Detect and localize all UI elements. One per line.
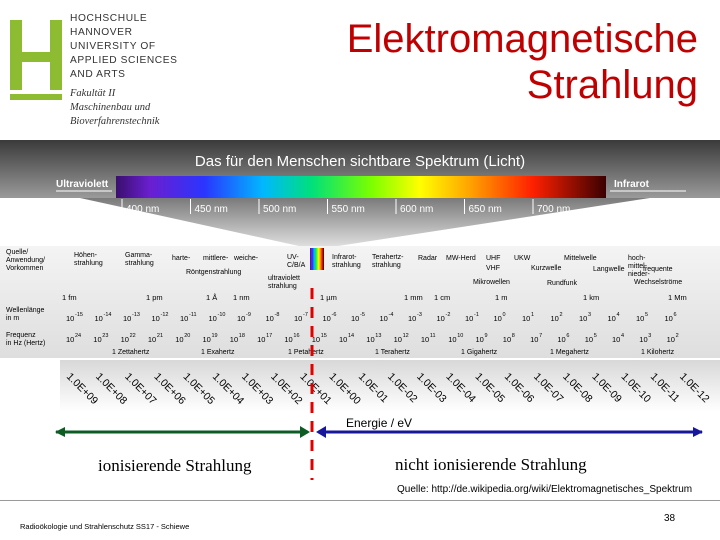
wavelength-exponent: -9 xyxy=(246,312,251,318)
wavelength-exponent: 2 xyxy=(559,312,563,318)
frequency-exponent: 13 xyxy=(375,333,382,339)
length-unit: 1 pm xyxy=(146,293,163,302)
wavelength-power-base: 10 xyxy=(322,314,331,323)
length-unit: 1 m xyxy=(495,293,508,302)
wavelength-power-base: 10 xyxy=(607,314,616,323)
wavelength-power-base: 10 xyxy=(94,314,103,323)
frequency-unit: 1 Kilohertz xyxy=(641,349,675,356)
frequency-power-base: 10 xyxy=(475,335,484,344)
source-label: UV- xyxy=(287,254,299,261)
source-label: mittel- xyxy=(628,263,648,270)
ionizing-label: ionisierende Strahlung xyxy=(98,456,252,475)
length-unit: 1 cm xyxy=(434,293,451,302)
wavelength-exponent: -8 xyxy=(274,312,280,318)
energy-tick-label: 1.0E+02 xyxy=(268,370,305,407)
wavelength-exponent: -5 xyxy=(360,312,365,318)
frequency-exponent: 7 xyxy=(539,333,543,339)
frequency-power-base: 10 xyxy=(120,335,129,344)
wavelength-exponent: -1 xyxy=(474,312,479,318)
frequency-power-base: 10 xyxy=(257,335,266,344)
wavelength-power-base: 10 xyxy=(465,314,474,323)
university-line: APPLIED SCIENCES xyxy=(70,55,178,66)
energy-tick-label: 1.0E-06 xyxy=(501,370,537,406)
source-label: nieder- xyxy=(628,271,650,278)
wavelength-power-base: 10 xyxy=(123,314,132,323)
energy-tick-label: 1.0E+09 xyxy=(63,370,101,407)
wavelength-exponent: -6 xyxy=(331,312,337,318)
wavelength-power-base: 10 xyxy=(180,314,189,323)
row-label-frequency: in Hz (Hertz) xyxy=(6,340,46,347)
wavelength-exponent: -2 xyxy=(445,312,451,318)
wavelength-label: 700 nm xyxy=(537,204,571,215)
wavelength-power-base: 10 xyxy=(265,314,274,323)
energy-tick-label: 1.0E-07 xyxy=(531,370,566,406)
title-line: Elektromagnetische xyxy=(346,17,698,61)
wavelength-label: 400 nm xyxy=(126,204,160,215)
energy-tick-label: 1.0E+00 xyxy=(326,370,364,407)
frequency-exponent: 14 xyxy=(348,333,355,339)
frequency-power-base: 10 xyxy=(502,335,512,344)
faculty-line: Bioverfahrenstechnik xyxy=(70,116,160,127)
frequency-exponent: 5 xyxy=(593,333,597,339)
source-label: Höhen- xyxy=(74,252,97,259)
faculty-line: Maschinenbau und xyxy=(70,102,151,113)
visible-spectrum-title: Das für den Menschen sichtbare Spektrum (Licht) xyxy=(194,153,526,170)
visible-spectrum-bar xyxy=(116,176,606,198)
source-label: UKW xyxy=(514,255,531,262)
energy-tick-label: 1.0E+06 xyxy=(151,370,188,407)
wavelength-power-base: 10 xyxy=(237,314,246,323)
frequency-exponent: 19 xyxy=(211,333,218,339)
energy-tick-label: 1.0E-11 xyxy=(647,370,682,405)
frequency-power-base: 10 xyxy=(420,335,430,344)
source-label: strahlung xyxy=(125,260,154,267)
energy-tick-label: 1.0E-02 xyxy=(385,370,420,406)
frequency-unit: 1 Megahertz xyxy=(550,349,589,356)
wavelength-power-base: 10 xyxy=(351,314,360,323)
frequency-power-base: 10 xyxy=(202,335,211,344)
length-unit: 1 mm xyxy=(404,293,423,302)
row-label-source: Vorkommen xyxy=(6,265,44,272)
frequency-exponent: 11 xyxy=(429,333,436,339)
source-label: Rundfunk xyxy=(547,280,577,287)
length-unit: 1 Å xyxy=(206,293,218,302)
source-label: strahlung xyxy=(372,262,401,269)
frequency-exponent: 22 xyxy=(129,333,136,339)
row-label-wavelength: in m xyxy=(6,315,20,322)
source-citation: Quelle: http://de.wikipedia.org/wiki/Elektromagnetisches_Spektrum xyxy=(397,484,693,495)
wavelength-exponent: -7 xyxy=(303,312,308,318)
wavelength-power-base: 10 xyxy=(436,314,445,323)
source-label: Langwelle xyxy=(593,266,625,273)
wavelength-power-base: 10 xyxy=(379,314,388,323)
footer-rule xyxy=(0,500,720,501)
energy-tick-label: 1.0E+08 xyxy=(93,370,130,407)
wavelength-exponent: 4 xyxy=(616,312,620,318)
length-unit: 1 Mm xyxy=(668,293,687,302)
frequency-exponent: 20 xyxy=(184,333,191,339)
wavelength-power-base: 10 xyxy=(151,314,160,323)
source-label: strahlung xyxy=(268,283,297,290)
frequency-power-base: 10 xyxy=(229,335,239,344)
wavelength-power-base: 10 xyxy=(493,314,502,323)
frequency-unit: 1 Zettahertz xyxy=(112,349,150,356)
frequency-power-base: 10 xyxy=(639,335,648,344)
frequency-exponent: 18 xyxy=(238,333,245,339)
row-label-frequency: Frequenz xyxy=(6,332,36,339)
wavelength-label: 450 nm xyxy=(194,204,228,215)
frequency-exponent: 9 xyxy=(484,333,488,339)
wavelength-power-base: 10 xyxy=(522,314,531,323)
wavelength-power-base: 10 xyxy=(636,314,645,323)
frequency-unit: 1 Petahertz xyxy=(288,349,324,356)
infrared-label: Infrarot xyxy=(614,179,649,190)
frequency-power-base: 10 xyxy=(175,335,184,344)
length-unit: 1 µm xyxy=(320,293,337,302)
university-line: HANNOVER xyxy=(70,27,133,38)
footer-course: Radioökologie und Strahlenschutz SS17 - Schiewe xyxy=(20,522,190,531)
source-label: Wechselströme xyxy=(634,279,683,286)
wavelength-exponent: 5 xyxy=(645,312,649,318)
wavelength-power-base: 10 xyxy=(66,314,75,323)
frequency-power-base: 10 xyxy=(366,335,375,344)
source-label: Infrarot- xyxy=(332,254,357,261)
wavelength-power-base: 10 xyxy=(550,314,559,323)
frequency-power-base: 10 xyxy=(339,335,348,344)
energy-axis-label: Energie / eV xyxy=(346,416,413,430)
faculty-line: Fakultät II xyxy=(70,88,116,99)
frequency-power-base: 10 xyxy=(612,335,621,344)
frequency-exponent: 21 xyxy=(156,333,164,339)
wavelength-exponent: -11 xyxy=(189,312,197,318)
wavelength-power-base: 10 xyxy=(664,314,673,323)
frequency-exponent: 23 xyxy=(102,333,109,339)
energy-tick-label: 1.0E+01 xyxy=(297,370,334,407)
wavelength-exponent: -3 xyxy=(417,312,422,318)
source-label: frequente xyxy=(643,266,673,273)
energy-tick-label: 1.0E-04 xyxy=(443,370,478,406)
frequency-exponent: 2 xyxy=(675,333,679,339)
university-line: AND ARTS xyxy=(70,69,126,80)
frequency-power-base: 10 xyxy=(284,335,293,344)
length-unit: 1 nm xyxy=(233,293,250,302)
source-label: hoch- xyxy=(628,255,646,262)
energy-tick-label: 1.0E+07 xyxy=(122,370,159,407)
frequency-exponent: 17 xyxy=(266,333,273,339)
frequency-exponent: 3 xyxy=(648,333,652,339)
energy-tick-label: 1.0E-10 xyxy=(618,370,654,406)
energy-tick-label: 1.0E-01 xyxy=(355,370,391,406)
wavelength-label: 600 nm xyxy=(400,204,434,215)
frequency-power-base: 10 xyxy=(584,335,594,344)
wavelength-exponent: -12 xyxy=(160,312,169,318)
energy-tick-label: 1.0E+03 xyxy=(239,370,276,407)
source-label: mittlere- xyxy=(203,255,229,262)
page-number: 38 xyxy=(664,513,676,524)
energy-tick-label: 1.0E-09 xyxy=(589,370,624,406)
frequency-exponent: 15 xyxy=(320,333,327,339)
source-label: Radar xyxy=(418,255,438,262)
frequency-power-base: 10 xyxy=(666,335,675,344)
frequency-exponent: 8 xyxy=(511,333,515,339)
wavelength-exponent: 1 xyxy=(531,312,535,318)
wavelength-exponent: -15 xyxy=(75,312,83,318)
frequency-exponent: 6 xyxy=(566,333,570,339)
visible-marker xyxy=(310,248,324,270)
non-ionizing-arrow-head-left xyxy=(316,426,326,438)
source-label: Gamma- xyxy=(125,252,153,259)
frequency-power-base: 10 xyxy=(147,335,157,344)
frequency-exponent: 24 xyxy=(75,333,82,339)
university-line: HOCHSCHULE xyxy=(70,13,148,24)
title-line: Strahlung xyxy=(526,63,698,107)
wavelength-exponent: 6 xyxy=(673,312,677,318)
source-label: Mikrowellen xyxy=(473,279,510,286)
energy-tick-label: 1.0E-12 xyxy=(677,370,712,406)
energy-tick-label: 1.0E+04 xyxy=(209,370,247,407)
frequency-exponent: 16 xyxy=(293,333,300,339)
frequency-unit: 1 Terahertz xyxy=(375,349,410,356)
source-label: strahlung xyxy=(332,262,361,269)
frequency-power-base: 10 xyxy=(66,335,75,344)
wavelength-label: 650 nm xyxy=(468,204,502,215)
frequency-exponent: 12 xyxy=(402,333,409,339)
wavelength-exponent: 0 xyxy=(502,312,506,318)
row-label-wavelength: Wellenlänge xyxy=(6,307,45,314)
energy-tick-label: 1.0E+05 xyxy=(180,370,218,407)
source-label: Mittelwelle xyxy=(564,255,597,262)
length-unit: 1 fm xyxy=(62,293,77,302)
source-label: VHF xyxy=(486,265,500,272)
frequency-unit: 1 Gigahertz xyxy=(461,349,498,356)
frequency-power-base: 10 xyxy=(448,335,457,344)
source-label: strahlung xyxy=(74,260,103,267)
wavelength-exponent: 3 xyxy=(588,312,592,318)
wavelength-label: 550 nm xyxy=(331,204,365,215)
source-label: C/B/A xyxy=(287,262,306,269)
wavelength-exponent: -14 xyxy=(103,312,112,318)
frequency-power-base: 10 xyxy=(557,335,566,344)
source-label: Kurzwelle xyxy=(531,265,562,272)
ionizing-arrow-head-right xyxy=(300,426,310,438)
length-unit: 1 km xyxy=(583,293,600,302)
non-ionizing-label: nicht ionisierende Strahlung xyxy=(395,455,587,474)
wavelength-power-base: 10 xyxy=(408,314,417,323)
row-label-source: Quelle/ xyxy=(6,249,29,256)
frequency-power-base: 10 xyxy=(311,335,321,344)
frequency-power-base: 10 xyxy=(530,335,539,344)
wavelength-exponent: -10 xyxy=(217,312,226,318)
frequency-power-base: 10 xyxy=(393,335,402,344)
wavelength-exponent: -4 xyxy=(388,312,394,318)
frequency-unit: 1 Exahertz xyxy=(201,349,235,356)
source-label: UHF xyxy=(486,255,501,262)
source-label: harte- xyxy=(172,255,191,262)
wavelength-label: 500 nm xyxy=(263,204,297,215)
ultraviolet-label: Ultraviolett xyxy=(56,179,109,190)
wavelength-exponent: -13 xyxy=(132,312,140,318)
frequency-exponent: 10 xyxy=(457,333,464,339)
source-label: ultraviolett xyxy=(268,275,300,282)
source-label: weiche- xyxy=(234,255,259,262)
frequency-exponent: 4 xyxy=(621,333,625,339)
energy-tick-label: 1.0E-05 xyxy=(472,370,508,406)
wavelength-power-base: 10 xyxy=(294,314,303,323)
wavelength-power-base: 10 xyxy=(208,314,217,323)
source-label: Terahertz- xyxy=(372,254,404,261)
wavelength-power-base: 10 xyxy=(579,314,588,323)
university-line: UNIVERSITY OF xyxy=(70,41,156,52)
energy-tick-label: 1.0E-08 xyxy=(560,370,595,406)
frequency-power-base: 10 xyxy=(93,335,102,344)
energy-tick-label: 1.0E-03 xyxy=(414,370,449,406)
row-label-source: Anwendung/ xyxy=(6,257,45,264)
source-label: MW-Herd xyxy=(446,255,476,262)
source-label: Röntgenstrahlung xyxy=(186,269,242,276)
